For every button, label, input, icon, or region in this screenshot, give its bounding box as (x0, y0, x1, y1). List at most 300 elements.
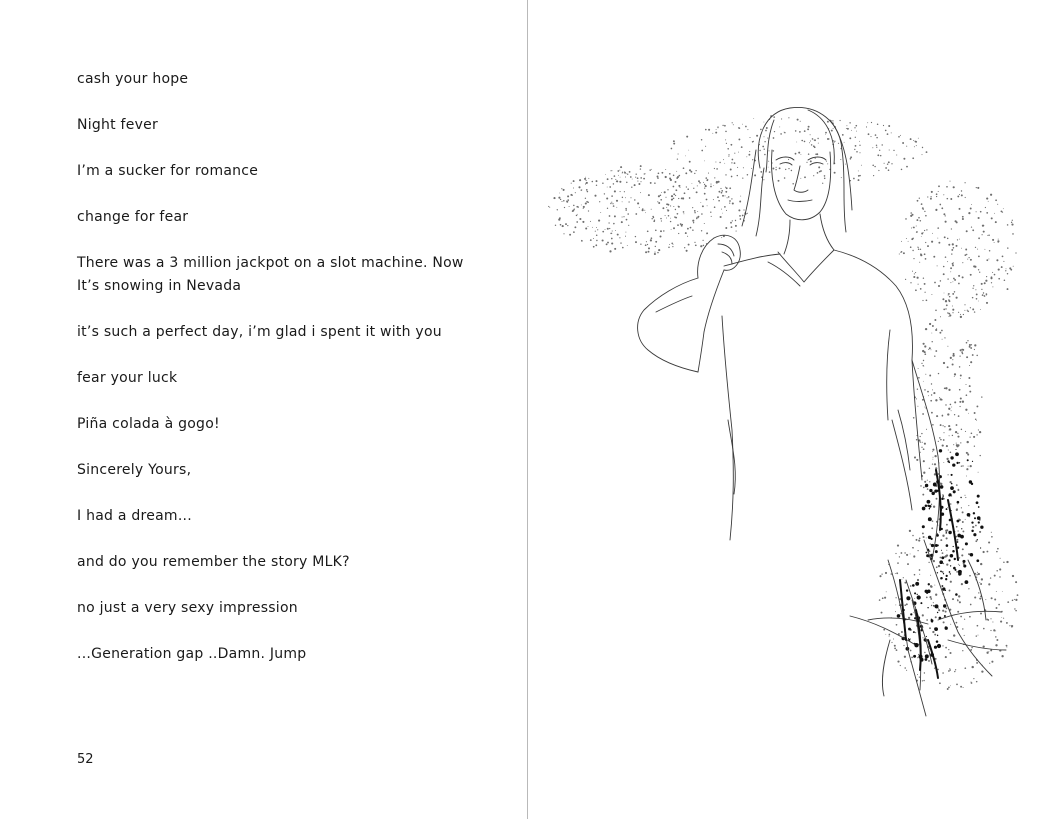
speckle (826, 161, 827, 162)
speckle (941, 585, 943, 587)
speckle (661, 172, 663, 174)
speckle (689, 169, 691, 171)
speckle (983, 231, 985, 233)
speckle (917, 595, 921, 599)
speckle (912, 250, 913, 251)
speckle (655, 230, 657, 232)
speckle (773, 150, 775, 152)
speckle (925, 654, 929, 658)
speckle (609, 215, 611, 217)
speckle (687, 188, 689, 190)
speckle (764, 149, 765, 150)
speckle (976, 187, 977, 188)
speckle (911, 657, 913, 659)
speckle (937, 544, 939, 546)
speckle (948, 687, 950, 689)
speckle (739, 201, 741, 203)
foliage-speckles (548, 115, 1018, 690)
speckle (951, 474, 953, 476)
speckle (859, 152, 860, 153)
speckle (976, 355, 978, 357)
speckle (942, 415, 943, 416)
speckle (705, 146, 706, 147)
speckle (596, 185, 597, 186)
speckle (726, 187, 728, 189)
speckle (940, 424, 942, 426)
speckle (622, 247, 624, 249)
speckle (700, 245, 702, 247)
speckle (986, 302, 988, 304)
speckle (960, 616, 962, 618)
speckle (921, 433, 922, 434)
speckle (644, 210, 645, 211)
speckle (951, 249, 953, 251)
speckle (693, 188, 694, 189)
speckle (806, 162, 807, 163)
speckle (972, 308, 974, 310)
speckle (962, 276, 964, 278)
speckle (720, 216, 722, 218)
speckle (946, 445, 948, 447)
speckle (881, 612, 883, 614)
speckle (635, 177, 636, 178)
speckle (942, 552, 944, 554)
speckle (982, 225, 984, 227)
speckle (971, 483, 973, 485)
speckle (1000, 558, 1001, 559)
speckle (959, 389, 961, 391)
speckle (884, 163, 885, 164)
speckle (752, 159, 753, 160)
speckle (959, 355, 960, 356)
speckle (931, 241, 933, 243)
speckle (981, 283, 983, 285)
speckle (749, 137, 750, 138)
speckle (894, 648, 896, 650)
speckle (686, 136, 688, 138)
speckle (611, 242, 613, 244)
speckle (974, 446, 975, 447)
speckle (930, 198, 932, 200)
speckle (672, 246, 673, 247)
speckle (956, 571, 958, 573)
speckle (961, 248, 962, 249)
speckle (660, 194, 662, 196)
speckle (992, 239, 994, 241)
speckle (814, 146, 816, 148)
speckle (658, 249, 660, 251)
speckle (949, 668, 950, 669)
speckle (673, 244, 674, 245)
speckle (586, 189, 588, 191)
speckle (949, 181, 950, 182)
speckle (560, 199, 561, 200)
speckle (741, 146, 743, 148)
speckle (918, 654, 919, 655)
speckle (1001, 266, 1003, 268)
speckle (1002, 591, 1003, 592)
speckle (960, 686, 962, 688)
speckle (934, 355, 935, 356)
speckle (573, 231, 575, 233)
speckle (914, 592, 916, 594)
speckle (611, 178, 612, 179)
speckle (929, 481, 930, 482)
speckle (933, 256, 935, 258)
speckle (710, 212, 711, 213)
speckle (979, 431, 981, 433)
speckle (596, 180, 598, 182)
speckle (985, 599, 986, 600)
speckle (746, 156, 747, 157)
speckle (578, 186, 580, 188)
speckle (625, 197, 626, 198)
speckle (705, 177, 707, 179)
speckle (764, 141, 765, 142)
speckle (886, 591, 887, 592)
speckle (953, 278, 955, 280)
speckle (760, 171, 762, 173)
speckle (884, 597, 886, 599)
speckle (670, 205, 671, 206)
speckle (671, 229, 672, 230)
speckle (763, 122, 764, 123)
speckle (950, 573, 951, 574)
speckle (922, 300, 923, 301)
speckle (912, 157, 914, 159)
speckle (918, 540, 920, 542)
speckle (893, 150, 894, 151)
speckle (661, 220, 662, 221)
speckle (858, 170, 859, 171)
speckle (934, 319, 936, 321)
speckle (808, 153, 810, 155)
speckle (648, 194, 650, 196)
speckle (654, 252, 655, 253)
text-line: it’s such a perfect day, i’m glad i spent it with you (77, 324, 442, 340)
speckle (562, 225, 564, 227)
speckle (1006, 622, 1008, 624)
speckle (813, 175, 814, 176)
speckle (711, 216, 712, 217)
speckle (912, 547, 914, 549)
speckle (725, 227, 727, 229)
speckle (980, 547, 981, 548)
speckle (579, 179, 581, 181)
left-page (0, 0, 527, 819)
speckle (870, 136, 871, 137)
speckle (725, 131, 727, 133)
speckle (956, 526, 958, 528)
speckle (708, 173, 709, 174)
speckle (895, 611, 896, 612)
speckle (729, 203, 730, 204)
speckle (612, 170, 613, 171)
speckle (910, 585, 912, 587)
speckle (866, 126, 867, 127)
speckle (619, 170, 620, 171)
speckle (996, 639, 998, 641)
speckle (957, 534, 961, 538)
speckle (928, 517, 932, 521)
speckle (854, 127, 855, 128)
speckle (917, 657, 918, 658)
speckle (816, 153, 818, 155)
speckle (978, 237, 980, 239)
speckle (738, 152, 739, 153)
speckle (606, 243, 608, 245)
speckle (1002, 256, 1004, 258)
speckle (957, 599, 958, 600)
speckle (647, 230, 649, 232)
speckle (970, 553, 974, 557)
speckle (923, 343, 925, 345)
speckle (901, 251, 903, 253)
speckle (754, 174, 756, 176)
speckle (913, 655, 916, 658)
speckle (927, 488, 929, 490)
speckle (945, 337, 946, 338)
speckle (951, 458, 952, 459)
speckle (953, 247, 955, 249)
speckle (625, 208, 626, 209)
speckle (995, 199, 997, 201)
speckle (609, 250, 611, 252)
speckle (967, 340, 968, 341)
speckle (833, 128, 834, 129)
speckle (990, 194, 992, 196)
speckle (888, 125, 890, 127)
speckle (630, 197, 631, 198)
speckle (917, 277, 919, 279)
speckle (998, 239, 999, 240)
speckle (615, 230, 616, 231)
speckle (908, 617, 910, 619)
speckle (931, 605, 932, 606)
speckle (638, 183, 640, 185)
speckle (972, 288, 973, 289)
speckle (949, 590, 951, 592)
speckle (879, 575, 881, 577)
speckle (904, 667, 906, 669)
speckle (742, 124, 743, 125)
speckle (938, 609, 940, 611)
speckle (920, 249, 921, 250)
speckle (772, 168, 774, 170)
speckle (965, 254, 967, 256)
speckle (724, 206, 726, 208)
speckle (942, 645, 943, 646)
speckle (614, 215, 616, 217)
speckle (715, 162, 716, 163)
speckle (764, 154, 766, 156)
speckle (780, 133, 782, 135)
speckle (883, 629, 885, 631)
speckle (968, 212, 970, 214)
speckle (942, 610, 944, 612)
speckle (931, 333, 932, 334)
speckle (960, 314, 961, 315)
speckle (640, 181, 641, 182)
speckle (950, 452, 952, 454)
speckle (721, 190, 723, 192)
speckle (938, 191, 939, 192)
speckle (986, 212, 988, 214)
speckle (607, 178, 609, 180)
speckle (891, 163, 892, 164)
speckle (637, 202, 639, 204)
speckle (971, 432, 973, 434)
speckle (555, 225, 556, 226)
speckle (646, 241, 647, 242)
speckle (976, 635, 977, 636)
speckle (920, 253, 922, 255)
speckle (722, 213, 723, 214)
speckle (953, 634, 955, 636)
speckle (677, 176, 679, 178)
speckle (624, 171, 625, 172)
speckle (610, 170, 611, 171)
speckle (650, 182, 652, 184)
speckle (599, 201, 600, 202)
speckle (1012, 600, 1014, 602)
speckle (943, 362, 945, 364)
speckle (954, 376, 955, 377)
speckle (946, 458, 948, 460)
speckle (680, 223, 681, 224)
speckle (714, 206, 716, 208)
speckle (654, 182, 656, 184)
speckle (962, 218, 964, 220)
speckle (984, 295, 986, 297)
speckle (976, 574, 977, 575)
speckle (910, 613, 912, 615)
speckle (612, 230, 613, 231)
speckle (906, 146, 907, 147)
speckle (918, 249, 920, 251)
speckle (614, 248, 616, 250)
speckle (722, 195, 724, 197)
speckle (1012, 575, 1014, 577)
speckle (936, 196, 937, 197)
speckle (1015, 599, 1017, 601)
speckle (749, 151, 750, 152)
speckle (922, 494, 924, 496)
speckle (916, 459, 918, 461)
speckle (831, 130, 833, 132)
speckle (915, 141, 917, 143)
speckle (1006, 561, 1008, 563)
speckle (727, 148, 729, 150)
speckle (913, 555, 915, 557)
speckle (922, 614, 924, 616)
speckle (742, 177, 743, 178)
speckle (595, 244, 597, 246)
speckle (634, 184, 636, 186)
speckle (953, 353, 955, 355)
speckle (904, 604, 906, 606)
speckle (867, 122, 868, 123)
speckle (990, 577, 991, 578)
speckle (722, 125, 723, 126)
speckle (728, 196, 730, 198)
speckle (922, 350, 924, 352)
speckle (949, 481, 951, 483)
speckle (689, 161, 691, 163)
speckle (942, 571, 944, 573)
speckle (926, 636, 927, 637)
speckle (957, 539, 959, 541)
speckle (666, 218, 667, 219)
speckle (732, 202, 734, 204)
speckle (965, 580, 969, 584)
speckle (944, 426, 945, 427)
speckle (734, 153, 735, 154)
speckle (1007, 288, 1009, 290)
speckle (767, 138, 768, 139)
speckle (581, 204, 582, 205)
speckle (763, 179, 764, 180)
text-line: and do you remember the story MLK? (77, 554, 350, 570)
speckle (593, 246, 595, 248)
speckle (955, 593, 958, 596)
speckle (968, 413, 969, 414)
speckle (926, 229, 927, 230)
speckle (956, 509, 958, 511)
speckle (887, 163, 888, 164)
speckle (735, 225, 737, 227)
speckle (996, 259, 998, 261)
speckle (941, 497, 944, 500)
speckle (678, 206, 680, 208)
speckle (927, 196, 928, 197)
speckle (929, 468, 930, 469)
speckle (931, 544, 934, 547)
text-line: no just a very sexy impression (77, 600, 298, 616)
speckle (743, 209, 744, 210)
speckle (626, 219, 628, 221)
speckle (653, 217, 654, 218)
speckle (827, 121, 829, 123)
speckle (952, 281, 953, 282)
speckle (658, 195, 660, 197)
speckle (977, 625, 979, 627)
speckle (637, 181, 638, 182)
speckle (971, 530, 973, 532)
speckle (894, 645, 896, 647)
speckle (990, 618, 991, 619)
speckle (657, 252, 658, 253)
speckle (964, 667, 966, 669)
speckle (978, 506, 980, 508)
speckle (978, 472, 979, 473)
speckle (920, 441, 921, 442)
speckle (846, 125, 847, 126)
speckle (858, 175, 860, 177)
speckle (877, 154, 879, 156)
speckle (924, 652, 925, 653)
speckle (950, 685, 951, 686)
speckle (965, 519, 966, 520)
speckle (921, 363, 922, 364)
speckle (917, 594, 918, 595)
speckle (917, 231, 918, 232)
speckle (934, 483, 936, 485)
speckle (996, 551, 998, 553)
speckle (686, 186, 687, 187)
speckle (701, 230, 702, 231)
speckle (611, 233, 612, 234)
